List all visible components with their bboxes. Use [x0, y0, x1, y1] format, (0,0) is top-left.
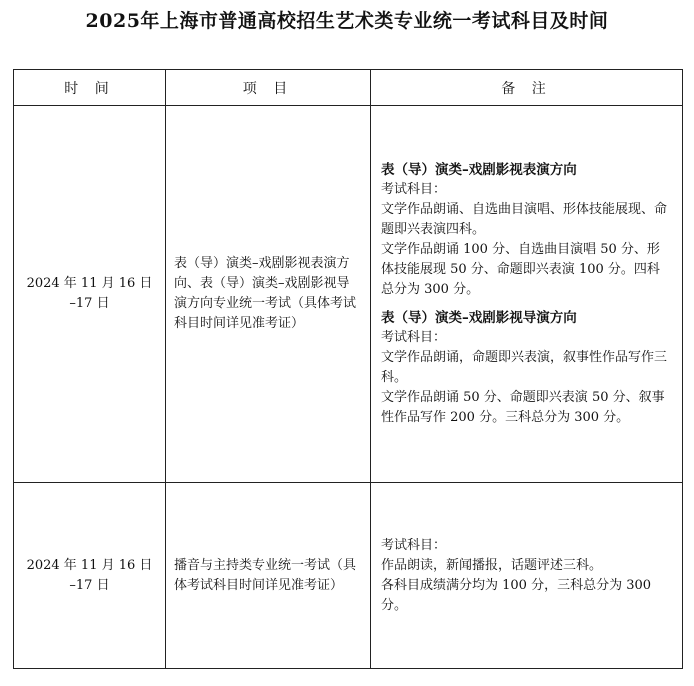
notes-cell — [371, 483, 683, 669]
item-cell: 表（导）演类–戏剧影视表演方向、表（导）演类–戏剧影视导演方向专业统一考试（具体考试科目时间详见准考证） — [166, 106, 371, 483]
time-date-end: –17 日 — [69, 577, 110, 593]
table-header-row — [14, 70, 683, 106]
time-date-end: –17 日 — [69, 296, 110, 311]
subjects-label: 考试科目： — [381, 537, 447, 553]
subjects-text: 文学作品朗诵、自选曲目演唱、形体技能展现、命题即兴表演四科。 — [381, 202, 668, 237]
header-time: 时 间 — [14, 70, 166, 106]
subjects-text: 作品朗读，新闻播报，话题评述三科。 — [381, 557, 603, 573]
table-row — [14, 106, 683, 483]
time-cell — [14, 106, 166, 483]
time-date: 2024 年 11 月 16 日 — [26, 557, 153, 573]
header-item: 项 目 — [166, 70, 371, 106]
exam-schedule-table — [13, 69, 683, 669]
document-title: 2025年上海市普通高校招生艺术类专业统一考试科目及时间 — [85, 10, 609, 32]
time-cell — [14, 483, 166, 669]
header-notes: 备 注 — [371, 70, 683, 106]
subjects-label: 考试科目： — [381, 182, 447, 197]
scores-text: 文学作品朗诵 100 分、自选曲目演唱 50 分、形体技能展现 50 分、命题即兴表演 100 分。四科总分为 300 分。 — [381, 242, 660, 297]
section-title: 表（导）演类–戏剧影视导演方向 — [381, 310, 577, 326]
scores-text: 各科目成绩满分均为 100 分，三科总分为 300 分。 — [381, 577, 652, 613]
subjects-text: 文学作品朗诵，命题即兴表演，叙事性作品写作三科。 — [381, 350, 668, 385]
section-title: 表（导）演类–戏剧影视表演方向 — [381, 162, 577, 178]
time-date: 2024 年 11 月 16 日 — [26, 276, 153, 291]
scores-text: 文学作品朗诵 50 分、命题即兴表演 50 分、叙事性作品写作 200 分。三科总分为 300 分。 — [381, 390, 665, 425]
notes-cell — [371, 106, 683, 483]
subjects-label: 考试科目： — [381, 330, 447, 345]
item-cell: 播音与主持类专业统一考试（具体考试科目时间详见准考证） — [166, 483, 371, 669]
table-row — [14, 483, 683, 669]
